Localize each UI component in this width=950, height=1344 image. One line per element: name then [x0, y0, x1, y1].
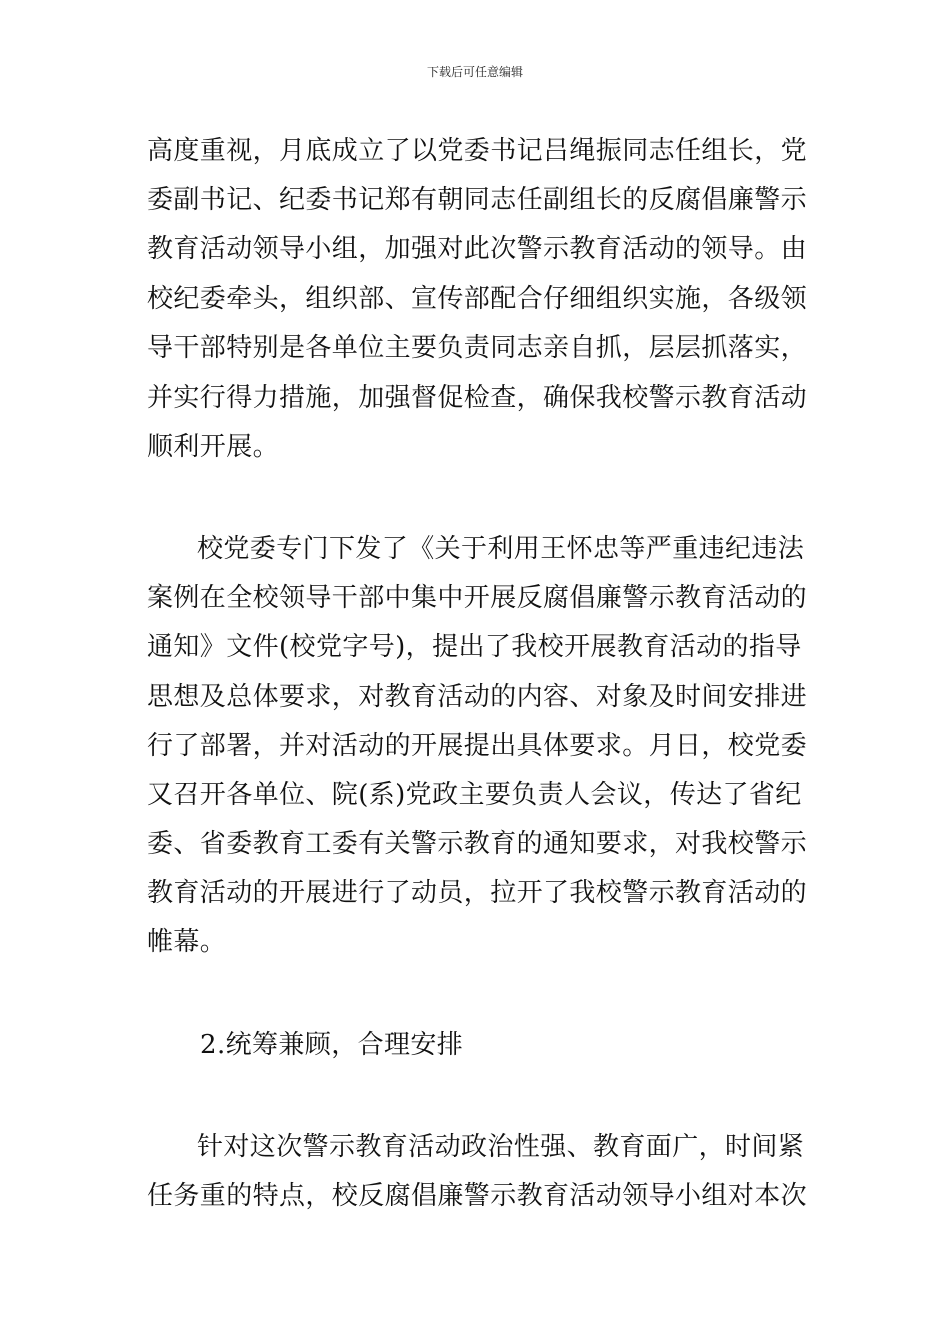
text-line: 帷幕。 [147, 927, 227, 957]
text-line: 通知》文件(校党字号)，提出了我校开展教育活动的指导 [147, 632, 802, 662]
heading-line: 2.统筹兼顾，合理安排 [200, 1030, 464, 1060]
text-line: 委副书记、纪委书记郑有朝同志任副组长的反腐倡廉警示 [147, 185, 808, 215]
text-line: 校党委专门下发了《关于利用王怀忠等严重违纪违法 [197, 534, 805, 564]
text-line: 针对这次警示教育活动政治性强、教育面广，时间紧 [197, 1132, 805, 1162]
text-line: 教育活动领导小组，加强对此次警示教育活动的领导。由 [147, 234, 808, 264]
page-header: 下载后可任意编辑 [426, 65, 523, 79]
text-line: 案例在全校领导干部中集中开展反腐倡廉警示教育活动的 [147, 583, 808, 613]
text-line: 行了部署，并对活动的开展提出具体要求。月日，校党委 [147, 731, 808, 761]
text-line: 高度重视，月底成立了以党委书记吕绳振同志任组长，党 [147, 136, 808, 166]
text-line: 教育活动的开展进行了动员，拉开了我校警示教育活动的 [147, 878, 808, 908]
text-line: 委、省委教育工委有关警示教育的通知要求，对我校警示 [147, 829, 808, 859]
text-line: 并实行得力措施，加强督促检查，确保我校警示教育活动 [147, 383, 808, 413]
text-line: 思想及总体要求，对教育活动的内容、对象及时间安排进 [147, 682, 808, 712]
text-line: 校纪委牵头，组织部、宣传部配合仔细组织实施，各级领 [147, 284, 808, 314]
text-line: 又召开各单位、院(系)党政主要负责人会议，传达了省纪 [147, 780, 802, 810]
text-line: 任务重的特点，校反腐倡廉警示教育活动领导小组对本次 [147, 1181, 808, 1211]
text-line: 导干部特别是各单位主要负责同志亲自抓，层层抓落实， [147, 333, 808, 363]
text-line: 顺利开展。 [147, 432, 280, 462]
